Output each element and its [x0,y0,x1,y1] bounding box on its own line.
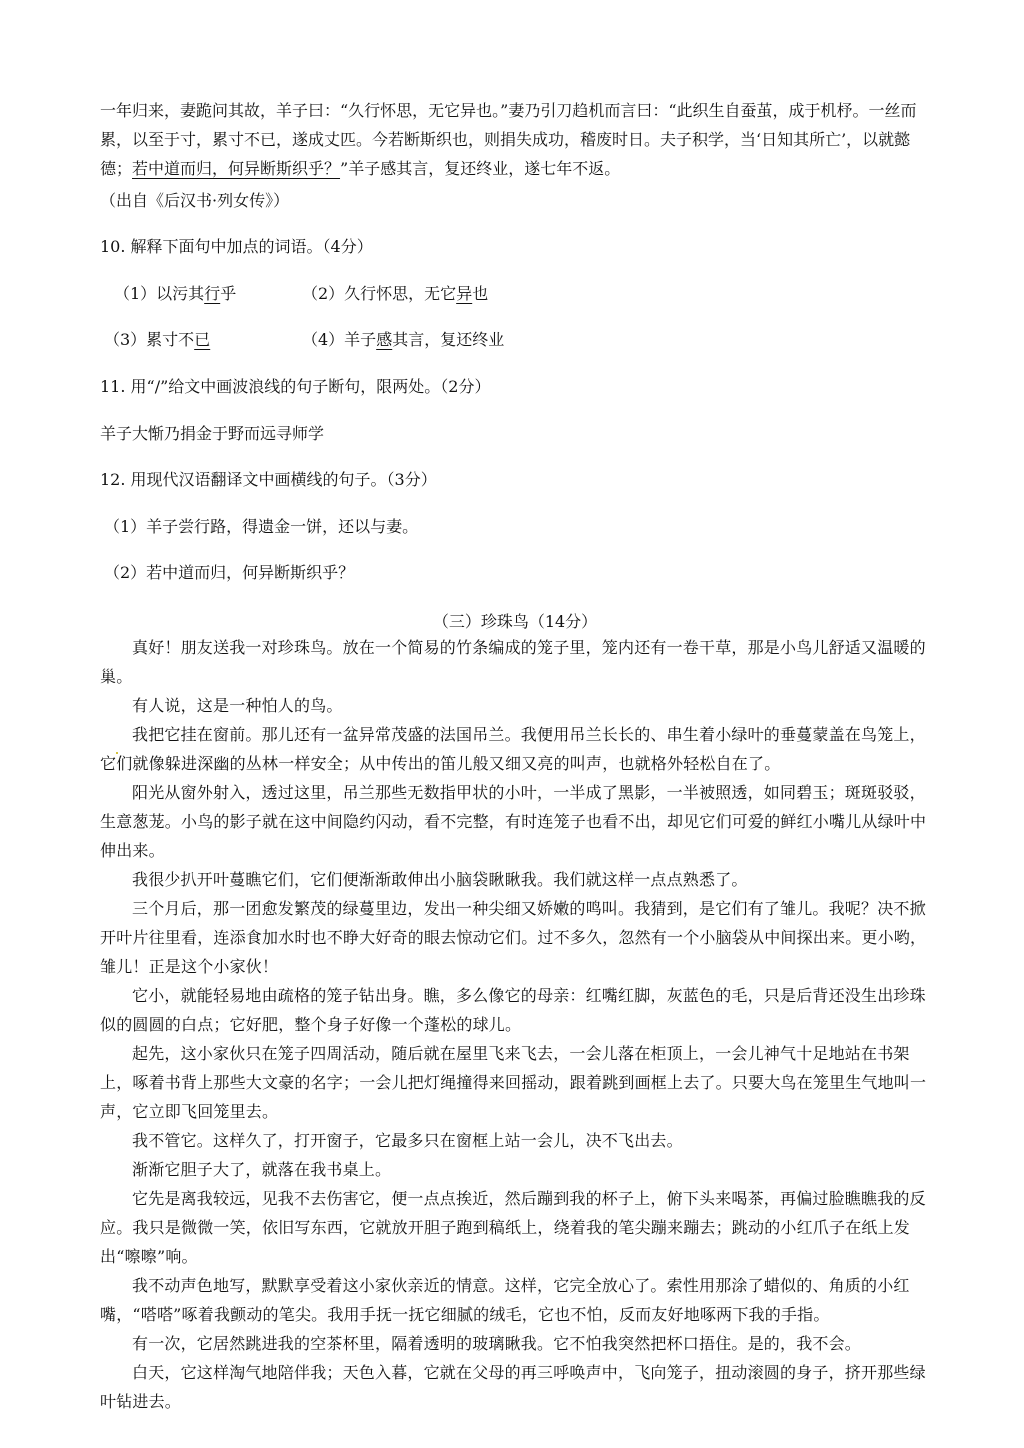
q10-item-2 [302,279,488,308]
passage3-paragraph: 三个月后，那一团愈发繁茂的绿蔓里边，发出一种尖细又娇嫩的鸣叫。我猜到，是它们有了雏儿。我呢？决不掀开叶片往里看，连添食加水时也不睁大好奇的眼去惊动它们。过不多久，忽然有一个小脑袋从中间探出来。更小哟，雏儿！正是这个小家伙！ [100,899,927,976]
q10-item-1-pre: （1）以污其 [114,284,205,303]
passage3-paragraph: 白天，它这样淘气地陪伴我；天色入暮，它就在父母的再三呼唤声中，飞向笼子，扭动滚圆的身子，挤开那些绿叶钻进去。 [100,1363,926,1411]
passage3-paragraph: 有一次，它居然跳进我的空茶杯里，隔着透明的玻璃瞅我。它不怕我突然把杯口捂住。是的，我不会。 [132,1334,862,1353]
q10-item-2-word: 异 [456,284,473,303]
passage2-underlined-sentence: 若中道而归，何异断斯织乎？ [132,159,341,178]
scan-speck [116,752,118,754]
passage2-text-after: ”羊子感其言，复还终业，遂七年不返。 [340,159,621,178]
passage3-paragraph: 我不动声色地写，默默享受着这小家伙亲近的情意。这样，它完全放心了。索性用那涂了蜡似的、角质的小红嘴，“嗒嗒”啄着我颤动的笔尖。我用手抚一抚它细腻的绒毛，它也不怕，反而友好地啄两下我的手指。 [100,1276,910,1324]
passage3-paragraph: 它小，就能轻易地由疏格的笼子钻出身。瞧，多么像它的母亲：红嘴红脚，灰蓝色的毛，只是后背还没生出珍珠似的圆圆的白点；它好肥，整个身子好像一个蓬松的球儿。 [100,986,926,1034]
passage3-body [100,633,930,1416]
q10-item-3 [104,325,210,354]
passage2-paragraph [100,96,930,183]
passage3-paragraph: 有人说，这是一种怕人的鸟。 [132,696,343,715]
q10-item-1 [114,279,236,308]
passage3-paragraph: 我不管它。这样久了，打开窗子，它最多只在窗框上站一会儿，决不飞出去。 [132,1131,683,1150]
question-12-prompt: 12. 用现代汉语翻译文中画横线的句子。（3分） [100,470,437,489]
q10-item-4-pre: （4）羊子 [302,330,377,349]
passage3-paragraph: 它先是离我较远，见我不去伤害它，便一点点挨近，然后蹦到我的杯子上，俯下头来喝茶，再偏过脸瞧瞧我的反应。我只是微微一笑，依旧写东西，它就放开胆子跑到稿纸上，绕着我的笔尖蹦来蹦去；跳动的小红爪子在纸上发出“嚓嚓”响。 [100,1189,926,1266]
passage2-source: （出自《后汉书·列女传》） [100,191,290,210]
passage3-paragraph: 渐渐它胆子大了，就落在我书桌上。 [132,1160,392,1179]
question-10-prompt: 10. 解释下面句中加点的词语。（4分） [100,237,373,256]
question-11-sentence: 羊子大惭乃捐金于野而远寻师学 [100,424,325,443]
q12-item-2: （2）若中道而归，何异断斯织乎？ [104,563,355,582]
passage3-paragraph: 我很少扒开叶蔓瞧它们，它们便渐渐敢伸出小脑袋瞅瞅我。我们就这样一点点熟悉了。 [132,870,748,889]
q10-item-1-word: 行 [204,284,221,303]
q12-item-1: （1）羊子尝行路，得遗金一饼，还以与妻。 [104,517,419,536]
q10-item-3-word: 已 [194,330,211,349]
passage3-paragraph: 起先，这小家伙只在笼子四周活动，随后就在屋里飞来飞去，一会儿落在柜顶上，一会儿神气十足地站在书架上，啄着书背上那些大文豪的名字；一会儿把灯绳撞得来回摇动，跟着跳到画框上去了。只要大鸟在笼里生气地叫一声，它立即飞回笼里去。 [100,1044,927,1121]
passage3-paragraph: 我把它挂在窗前。那儿还有一盆异常茂盛的法国吊兰。我便用吊兰长长的、串生着小绿叶的垂蔓蒙盖在鸟笼上，它们就像躲进深幽的丛林一样安全；从中传出的笛儿般又细又亮的叫声，也就格外轻松自在了。 [100,725,926,773]
q10-item-4-word: 感 [376,330,393,349]
passage3-title: （三）珍珠鸟（14分） [432,612,598,631]
passage3-paragraph: 真好！朋友送我一对珍珠鸟。放在一个简易的竹条编成的笼子里，笼内还有一卷干草，那是小鸟儿舒适又温暖的巢。 [100,638,926,686]
q10-item-2-post: 也 [472,284,489,303]
passage3-paragraph: 阳光从窗外射入，透过这里，吊兰那些无数指甲状的小叶，一半成了黑影，一半被照透，如同碧玉；斑斑驳驳，生意葱茏。小鸟的影子就在这中间隐约闪动，看不完整，有时连笼子也看不出，却见它们可爱的鲜红小嘴儿从绿叶中伸出来。 [100,783,927,860]
q10-item-4 [302,325,504,354]
q10-item-2-pre: （2）久行怀思，无它 [302,284,457,303]
passage2-text-before: 一年归来，妻跪问其故，羊子曰：“久行怀思，无它异也。”妻乃引刀趋机而言曰：“此织生自蚕茧，成于机杼。一丝而累，以至于寸，累寸不已，遂成丈匹。今若断斯织也，则捐失成功，稽废时日。夫子积学，当‘日知其所亡’，以就懿德； [100,101,917,178]
q10-item-4-post: 其言，复还终业 [392,330,505,349]
q10-item-1-post: 乎 [220,284,237,303]
q10-item-3-pre: （3）累寸不 [104,330,195,349]
question-11-prompt: 11. 用“/”给文中画波浪线的句子断句，限两处。（2分） [100,377,491,396]
